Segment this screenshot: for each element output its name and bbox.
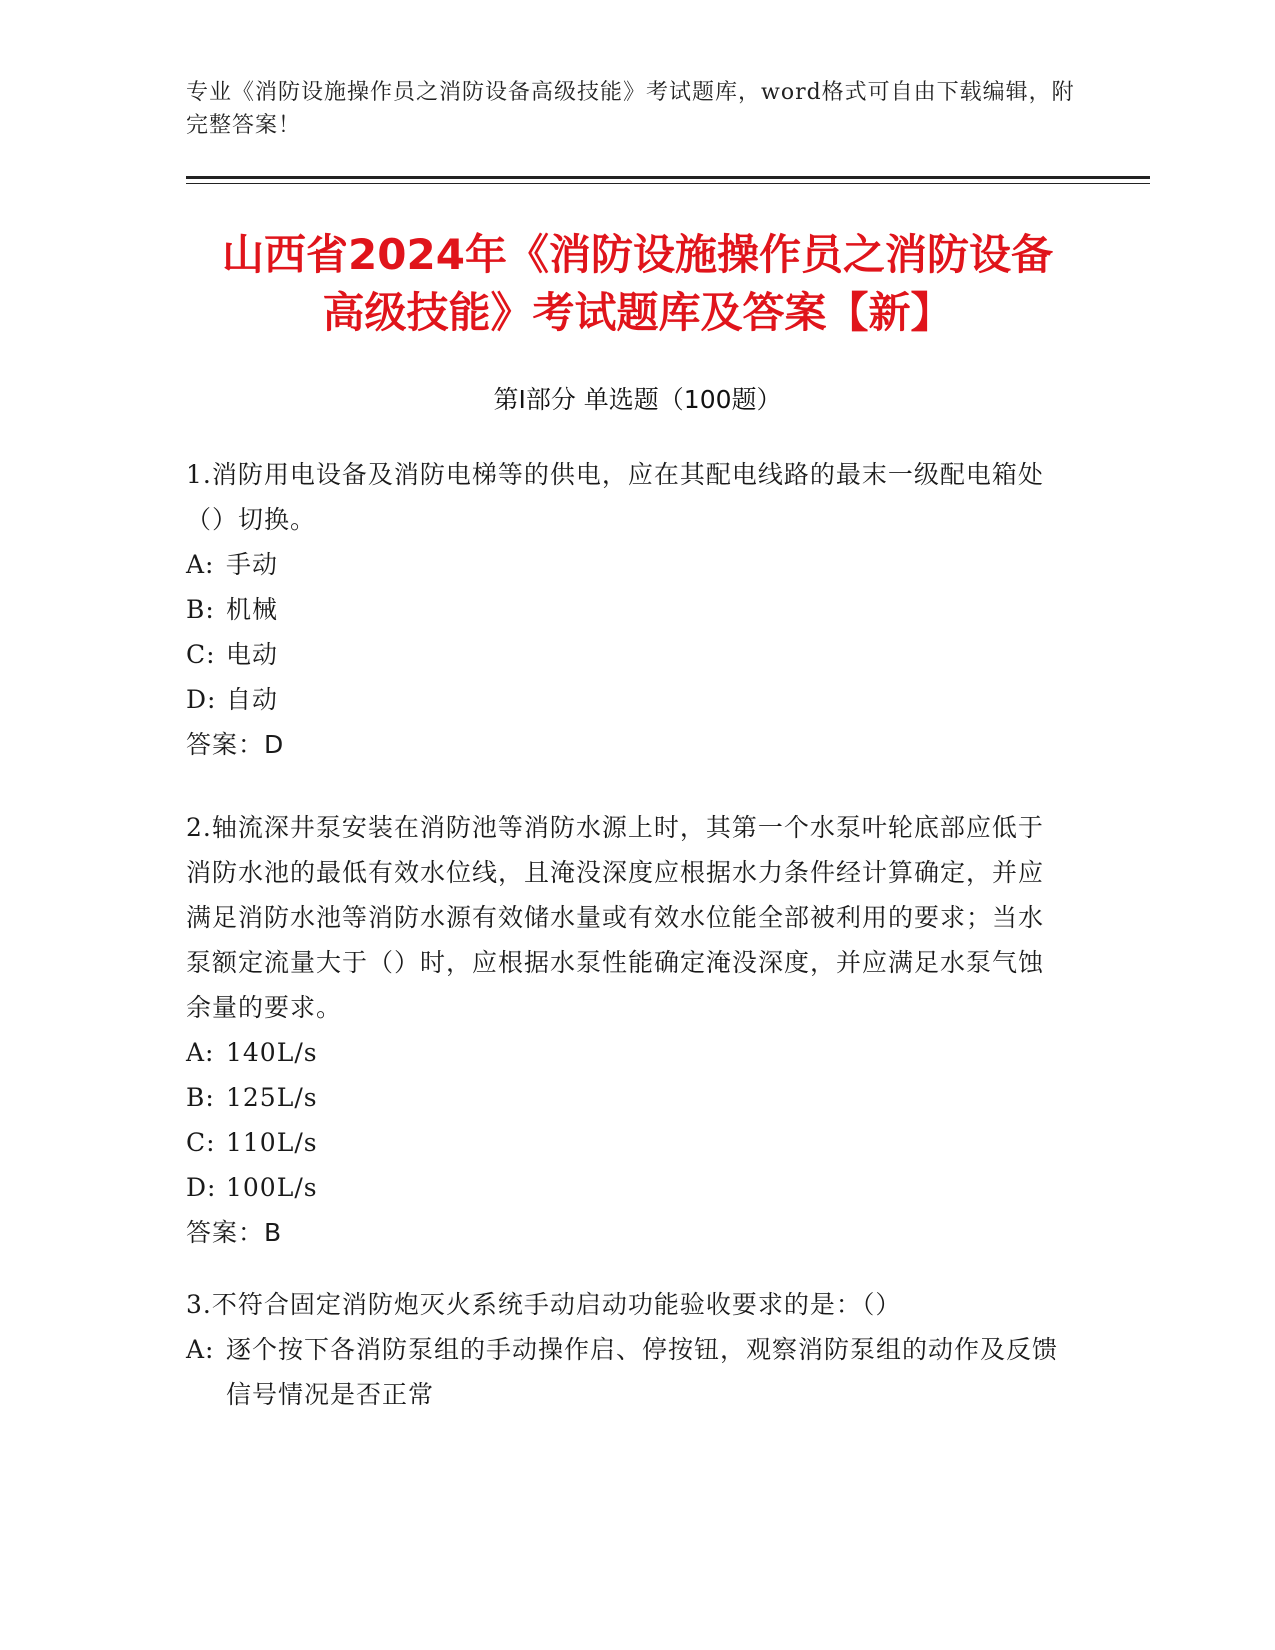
option-text: 140L/s: [226, 1038, 318, 1067]
option-c: [186, 632, 1066, 677]
question-1: [186, 452, 1066, 767]
header-divider-thick: [186, 176, 1150, 179]
option-text: 机械: [226, 595, 279, 624]
option-a: [186, 1030, 1066, 1075]
option-text: 电动: [226, 640, 279, 669]
option-a: [186, 1327, 1066, 1417]
option-letter: B:: [186, 595, 215, 624]
option-d: [186, 677, 1066, 722]
option-letter: A:: [186, 1335, 215, 1364]
section-heading: 第I部分 单选题（100题）: [493, 385, 782, 414]
title-line-1: 山西省2024年《消防设施操作员之消防设备: [222, 230, 1053, 279]
option-letter: A:: [186, 1038, 215, 1067]
option-letter: C:: [186, 1128, 216, 1157]
option-c: [186, 1120, 1066, 1165]
question-3: [186, 1282, 1066, 1417]
option-a: [186, 542, 1066, 587]
question-text: 3.不符合固定消防炮灭火系统手动启动功能验收要求的是：（）: [186, 1290, 902, 1319]
option-letter: B:: [186, 1083, 215, 1112]
question-text: 2.轴流深井泵安装在消防池等消防水源上时，其第一个水泵叶轮底部应低于消防水池的最低有效水位线，且淹没深度应根据水力条件经计算确定，并应满足消防水池等消防水源有效储水量或有效水位能全部被利用的要求；当水泵额定流量大于（）时，应根据水泵性能确定淹没深度，并应满足水泵气蚀余量的要求。: [186, 813, 1045, 1022]
header-divider-thin: [186, 183, 1150, 184]
option-text: 100L/s: [226, 1173, 318, 1202]
option-letter: D:: [186, 1173, 217, 1202]
answer-line: 答案：B: [186, 1218, 283, 1247]
document-title: [150, 226, 1125, 342]
question-text: 1.消防用电设备及消防电梯等的供电，应在其配电线路的最末一级配电箱处（）切换。: [186, 460, 1044, 534]
answer-line: 答案：D: [186, 730, 285, 759]
option-b: [186, 587, 1066, 632]
header-note: 专业《消防设施操作员之消防设备高级技能》考试题库，word格式可自由下载编辑，附完整答案！: [186, 80, 1075, 138]
question-2: [186, 805, 1066, 1255]
option-text: 110L/s: [226, 1128, 318, 1157]
option-letter: C:: [186, 640, 216, 669]
option-text: 手动: [226, 550, 279, 579]
option-text: 逐个按下各消防泵组的手动操作启、停按钮，观察消防泵组的动作及反馈信号情况是否正常: [226, 1335, 1059, 1409]
title-line-2: 高级技能》考试题库及答案【新】: [322, 288, 953, 337]
option-text: 自动: [226, 685, 279, 714]
option-text: 125L/s: [226, 1083, 318, 1112]
option-letter: A:: [186, 550, 215, 579]
option-letter: D:: [186, 685, 217, 714]
option-b: [186, 1075, 1066, 1120]
option-d: [186, 1165, 1066, 1210]
